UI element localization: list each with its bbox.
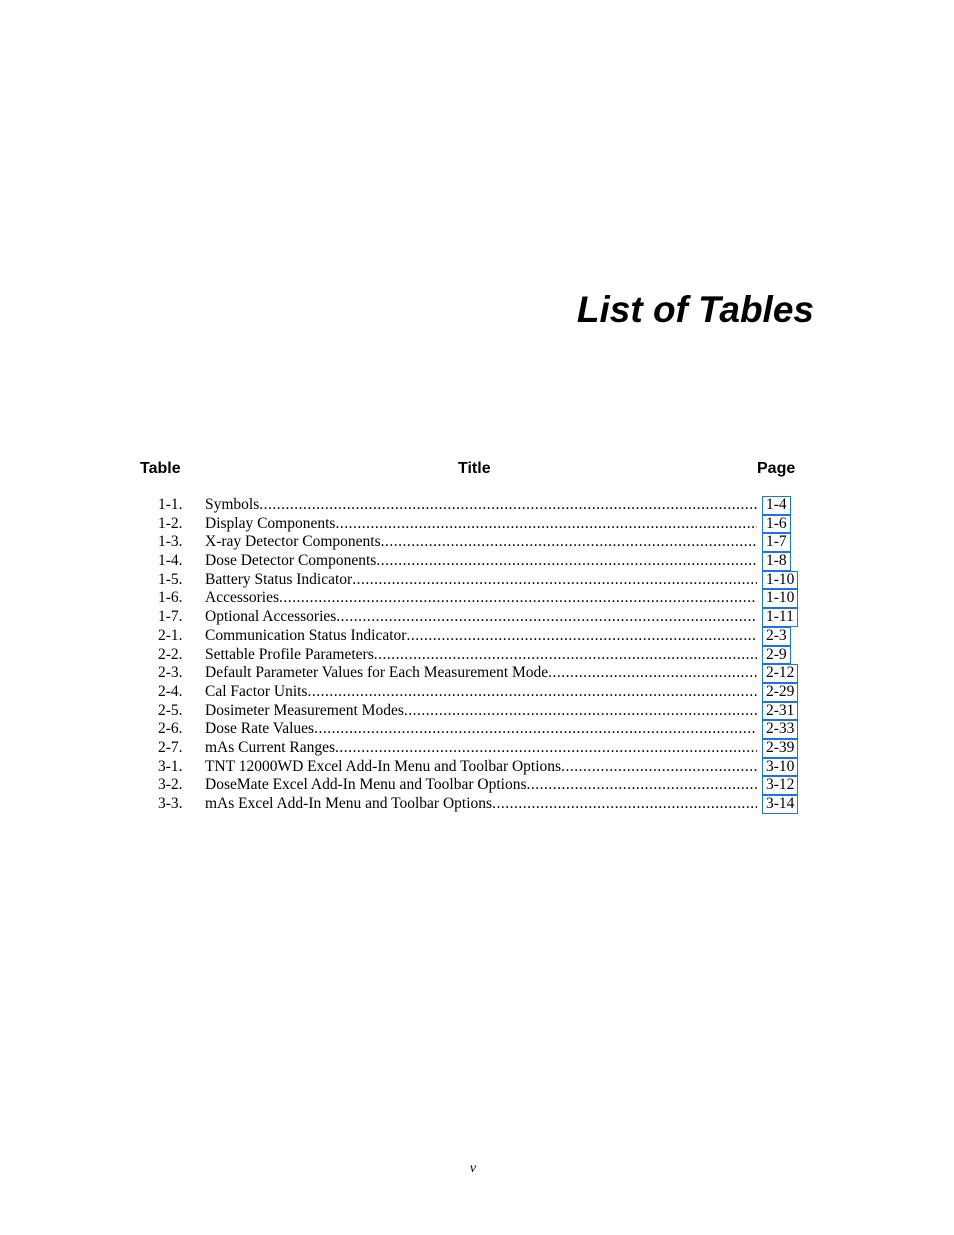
table-title: Dose Detector Components bbox=[205, 552, 377, 570]
page-link[interactable]: 2-39 bbox=[762, 739, 798, 758]
table-entry bbox=[0, 627, 954, 646]
page-link[interactable]: 3-12 bbox=[762, 776, 798, 795]
page-link[interactable]: 1-4 bbox=[762, 496, 791, 515]
table-number: 1-1. bbox=[158, 496, 183, 513]
table-number: 2-6. bbox=[158, 720, 183, 738]
table-title: Symbols bbox=[205, 496, 260, 513]
dot-leader bbox=[279, 589, 757, 608]
page-link[interactable]: 2-12 bbox=[762, 664, 798, 683]
dot-leader bbox=[404, 702, 757, 721]
table-number: 1-5. bbox=[158, 570, 183, 588]
dot-leader bbox=[259, 496, 757, 515]
page-link[interactable]: 2-9 bbox=[762, 646, 791, 665]
table-entry-title-with-leader bbox=[205, 627, 757, 646]
table-list bbox=[0, 496, 954, 814]
table-entry bbox=[0, 552, 954, 571]
dot-leader bbox=[307, 683, 757, 702]
page-link[interactable]: 3-10 bbox=[762, 758, 798, 777]
page-link[interactable]: 1-6 bbox=[762, 515, 791, 534]
dot-leader bbox=[406, 627, 757, 646]
table-entry-title-with-leader bbox=[205, 589, 757, 608]
table-entry-title-with-leader bbox=[205, 739, 757, 758]
column-header-table: Table bbox=[140, 460, 181, 477]
dot-leader bbox=[548, 664, 757, 683]
page-title: List of Tables bbox=[576, 289, 814, 330]
table-number: 2-4. bbox=[158, 682, 183, 700]
dot-leader bbox=[376, 552, 757, 571]
table-entry-title-with-leader bbox=[205, 608, 757, 627]
page-link[interactable]: 2-3 bbox=[762, 627, 791, 646]
table-title: Battery Status Indicator bbox=[205, 570, 353, 588]
table-entry bbox=[0, 664, 954, 683]
table-entry bbox=[0, 758, 954, 777]
table-entry bbox=[0, 608, 954, 627]
table-title: Optional Accessories bbox=[205, 608, 337, 626]
page-link[interactable]: 1-11 bbox=[762, 608, 798, 627]
page-link[interactable]: 1-10 bbox=[762, 571, 798, 590]
dot-leader bbox=[374, 646, 757, 665]
table-entry bbox=[0, 683, 954, 702]
table-entry-title-with-leader bbox=[205, 571, 757, 590]
dot-leader bbox=[381, 533, 757, 552]
table-title: Cal Factor Units bbox=[205, 682, 308, 700]
page-link[interactable]: 1-7 bbox=[762, 533, 791, 552]
column-header-page: Page bbox=[757, 460, 796, 477]
table-title: TNT 12000WD Excel Add-In Menu and Toolbar Options bbox=[205, 757, 562, 775]
table-entry bbox=[0, 795, 954, 814]
table-number: 2-5. bbox=[158, 701, 183, 719]
table-title: Communication Status Indicator bbox=[205, 626, 407, 644]
table-entry-title-with-leader bbox=[205, 664, 757, 683]
table-number: 3-2. bbox=[158, 776, 183, 794]
table-title: X-ray Detector Components bbox=[205, 533, 381, 551]
dot-leader bbox=[492, 795, 757, 814]
page-link[interactable]: 2-33 bbox=[762, 720, 798, 739]
table-number: 1-3. bbox=[158, 533, 183, 551]
table-entry bbox=[0, 646, 954, 665]
table-title: Display Components bbox=[205, 514, 336, 532]
table-number: 1-7. bbox=[158, 608, 183, 626]
table-entry bbox=[0, 533, 954, 552]
table-title: Dosimeter Measurement Modes bbox=[205, 701, 404, 719]
dot-leader bbox=[314, 720, 757, 739]
table-entry-title-with-leader bbox=[205, 533, 757, 552]
column-header-title: Title bbox=[458, 460, 491, 477]
page-link[interactable]: 1-10 bbox=[762, 589, 798, 608]
table-entry-title-with-leader bbox=[205, 776, 757, 795]
table-number: 2-1. bbox=[158, 626, 183, 644]
page-link[interactable]: 3-14 bbox=[762, 795, 798, 814]
table-title: DoseMate Excel Add-In Menu and Toolbar Options bbox=[205, 776, 527, 794]
table-entry-title-with-leader bbox=[205, 683, 757, 702]
table-title: mAs Current Ranges bbox=[205, 738, 336, 756]
table-entry-title-with-leader bbox=[205, 496, 757, 515]
table-entry-title-with-leader bbox=[205, 646, 757, 665]
table-title: mAs Excel Add-In Menu and Toolbar Options bbox=[205, 795, 493, 812]
table-entry bbox=[0, 739, 954, 758]
table-entry-title-with-leader bbox=[205, 552, 757, 571]
table-title: Default Parameter Values for Each Measurement Mode bbox=[205, 664, 549, 682]
table-entry bbox=[0, 571, 954, 590]
table-number: 1-4. bbox=[158, 552, 183, 570]
dot-leader bbox=[335, 739, 757, 758]
table-number: 3-3. bbox=[158, 795, 183, 812]
table-entry bbox=[0, 720, 954, 739]
table-entry bbox=[0, 496, 954, 515]
dot-leader bbox=[561, 758, 757, 777]
dot-leader bbox=[335, 515, 757, 534]
table-entry-title-with-leader bbox=[205, 795, 757, 814]
page-link[interactable]: 2-29 bbox=[762, 683, 798, 702]
dot-leader bbox=[336, 608, 757, 627]
table-entry bbox=[0, 589, 954, 608]
table-entry-title-with-leader bbox=[205, 702, 757, 721]
page-link[interactable]: 1-8 bbox=[762, 552, 791, 571]
table-entry-title-with-leader bbox=[205, 515, 757, 534]
table-title: Accessories bbox=[205, 589, 280, 607]
footer-page-number: v bbox=[469, 1161, 477, 1176]
table-number: 2-3. bbox=[158, 664, 183, 682]
table-entry-title-with-leader bbox=[205, 758, 757, 777]
table-number: 2-2. bbox=[158, 645, 183, 663]
table-entry bbox=[0, 776, 954, 795]
table-entry-title-with-leader bbox=[205, 720, 757, 739]
table-number: 2-7. bbox=[158, 738, 183, 756]
table-title: Dose Rate Values bbox=[205, 720, 315, 738]
dot-leader bbox=[352, 571, 757, 590]
page-link[interactable]: 2-31 bbox=[762, 702, 798, 721]
table-number: 1-6. bbox=[158, 589, 183, 607]
table-number: 3-1. bbox=[158, 757, 183, 775]
dot-leader bbox=[526, 776, 757, 795]
table-number: 1-2. bbox=[158, 514, 183, 532]
table-entry bbox=[0, 702, 954, 721]
table-entry bbox=[0, 515, 954, 534]
table-title: Settable Profile Parameters bbox=[205, 645, 374, 663]
